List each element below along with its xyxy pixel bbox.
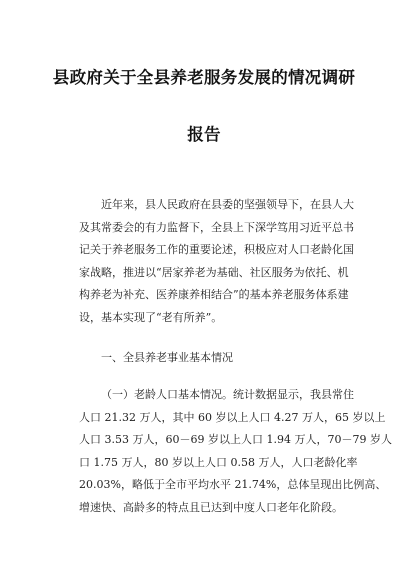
body-line: 20.03%，略低于全市平均水平 21.74%，总体呈现出比例高、 — [79, 478, 387, 491]
body-line: （一）老龄人口基本情况。统计数据显示，我县常住 — [101, 388, 354, 401]
body-line: 口 1.75 万人，80 岁以上人口 0.58 万人，人口老龄化率 — [79, 455, 358, 469]
intro-line: 构养老为补充、医养康养相结合”的基本养老服务体系建 — [79, 288, 349, 301]
intro-paragraph — [79, 194, 354, 329]
body-line: 人口 21.32 万人，其中 60 岁以上人口 4.27 万人，65 岁以上 — [79, 410, 386, 424]
document-title-line-2: 报告 — [187, 125, 221, 144]
elderly-population-paragraph — [79, 384, 392, 519]
intro-line: 设，基本实现了“老有所养”。 — [79, 310, 223, 324]
body-line: 增速快、高龄多的特点且已达到中度人口老年化阶段。 — [79, 500, 343, 514]
intro-line: 记关于养老服务工作的重要论述，积极应对人口老龄化国 — [79, 243, 354, 256]
intro-line: 家战略，推进以“居家养老为基础、社区服务为依托、机 — [79, 265, 349, 279]
intro-line: 近年来，县人民政府在县委的坚强领导下，在县人大 — [101, 198, 354, 211]
document-title-line-1: 县政府关于全县养老服务发展的情况调研 — [52, 68, 356, 87]
intro-line: 及其常委会的有力监督下，全县上下深学笃用习近平总书 — [79, 220, 354, 234]
section-heading: 一、全县养老事业基本情况 — [101, 351, 233, 364]
body-line: 人口 3.53 万人，60－69 岁以上人口 1.94 万人，70－79 岁人 — [79, 433, 392, 446]
